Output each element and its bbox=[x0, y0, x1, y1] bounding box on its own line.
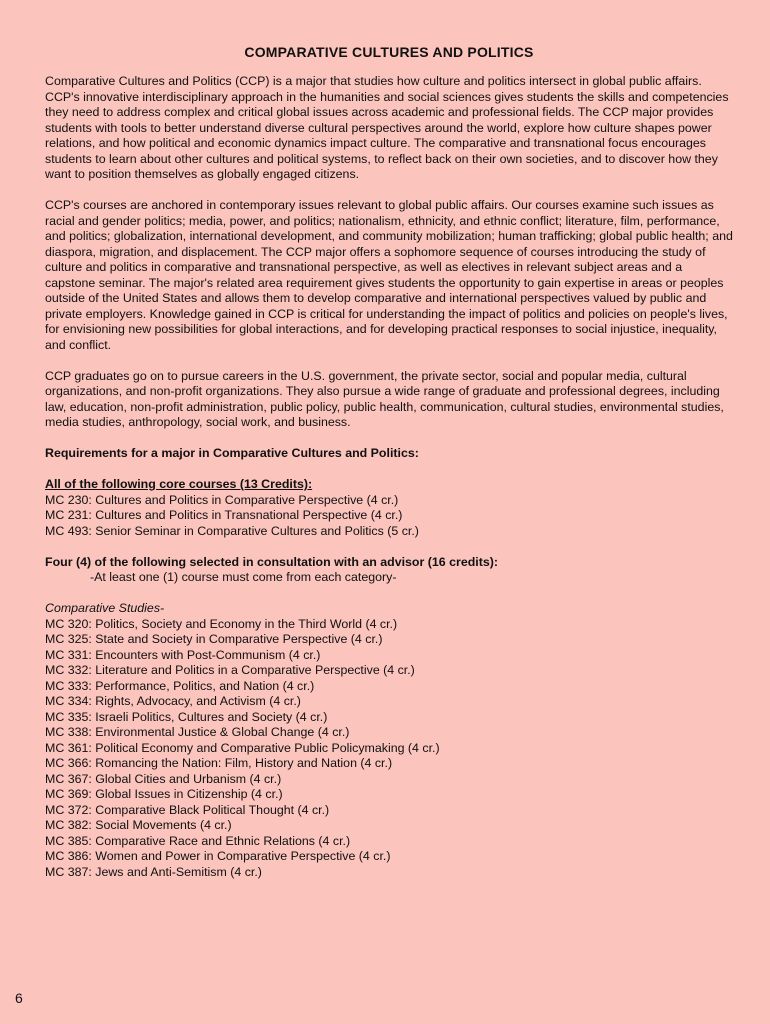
course-item: MC 338: Environmental Justice & Global Change (4 cr.) bbox=[45, 725, 350, 739]
electives-note: -At least one (1) course must come from each category- bbox=[90, 570, 397, 584]
course-item: MC 382: Social Movements (4 cr.) bbox=[45, 818, 232, 832]
course-item: MC 372: Comparative Black Political Thought (4 cr.) bbox=[45, 802, 330, 817]
page-title: COMPARATIVE CULTURES AND POLITICS bbox=[244, 44, 534, 60]
course-item: MC 325: State and Society in Comparative Perspective (4 cr.) bbox=[45, 632, 383, 646]
core-course-item: MC 230: Cultures and Politics in Comparative Perspective (4 cr.) bbox=[45, 492, 399, 507]
course-item: MC 386: Women and Power in Comparative Perspective (4 cr.) bbox=[45, 849, 391, 863]
core-courses-heading: All of the following core courses (13 Credits): bbox=[45, 477, 313, 491]
course-item: MC 369: Global Issues in Citizenship (4 cr.) bbox=[45, 787, 283, 801]
course-item: MC 320: Politics, Society and Economy in the Third World (4 cr.) bbox=[45, 616, 398, 631]
intro-paragraph: Comparative Cultures and Politics (CCP) is a major that studies how culture and politics intersect in global public affairs. CCP's innovative interdisciplinary approach in the humanities and social sciences gives students the skills and competencies they need to address complex and critical global issues across academic and professional fields. The CCP major provides students with tools to better understand diverse cultural perspectives around the world, explore how culture shapes power relations, and how political and economic dynamics impact culture. The comparative and transnational focus encourages students to learn about other cultures and political systems, to reflect back on their own societies, and to discover how they want to position themselves as globally engaged citizens. bbox=[45, 74, 729, 181]
course-item: MC 366: Romancing the Nation: Film, History and Nation (4 cr.) bbox=[45, 756, 393, 770]
course-item: MC 387: Jews and Anti-Semitism (4 cr.) bbox=[45, 864, 262, 879]
core-course-item: MC 493: Senior Seminar in Comparative Cultures and Politics (5 cr.) bbox=[45, 523, 419, 538]
electives-heading: Four (4) of the following selected in consultation with an advisor (16 credits): bbox=[45, 554, 498, 569]
core-course-item: MC 231: Cultures and Politics in Transnational Perspective (4 cr.) bbox=[45, 508, 403, 522]
course-item: MC 385: Comparative Race and Ethnic Relations (4 cr.) bbox=[45, 833, 351, 848]
course-item: MC 331: Encounters with Post-Communism (4 cr.) bbox=[45, 647, 321, 662]
comparative-studies-heading: Comparative Studies- bbox=[45, 601, 165, 615]
course-item: MC 335: Israeli Politics, Cultures and Society (4 cr.) bbox=[45, 709, 328, 724]
requirements-heading: Requirements for a major in Comparative Cultures and Politics: bbox=[45, 446, 419, 460]
comparative-course-list bbox=[45, 617, 733, 881]
course-item: MC 332: Literature and Politics in a Comparative Perspective (4 cr.) bbox=[45, 663, 415, 677]
course-item: MC 334: Rights, Advocacy, and Activism (4 cr.) bbox=[45, 694, 301, 708]
courses-paragraph: CCP's courses are anchored in contemporary issues relevant to global public affairs. Our courses examine such issues as racial and gender politics; media, power, and politics; nationalism, ethnicity, and ethnic conflict; literature, film, performance, and politics; globalization, international development, and community mobilization; human trafficking; global public health; and diaspora, migration, and displacement. The CCP major offers a sophomore sequence of courses introducing the study of culture and politics in comparative and transnational perspective, as well as electives in relevant subject areas and a capstone seminar. The major's related area requirement gives students the opportunity to gain expertise in areas or peoples outside of the United States and allows them to develop comparative and international perspectives valued by public and private employers. Knowledge gained in CCP is critical for understanding the impact of politics and policies on people's lives, for envisioning new possibilities for global interactions, and for developing practical responses to social injustice, inequality, and conflict. bbox=[45, 198, 733, 352]
course-item: MC 361: Political Economy and Comparative Public Policymaking (4 cr.) bbox=[45, 740, 440, 755]
page-number: 6 bbox=[15, 990, 23, 1006]
course-item: MC 333: Performance, Politics, and Nation (4 cr.) bbox=[45, 678, 315, 693]
document-page bbox=[45, 44, 733, 880]
course-item: MC 367: Global Cities and Urbanism (4 cr.) bbox=[45, 771, 282, 786]
careers-paragraph: CCP graduates go on to pursue careers in the U.S. government, the private sector, social and popular media, cultural organizations, and non-profit organizations. They also pursue a wide range of graduate and professional degrees, including law, education, non-profit administration, public policy, public health, communication, cultural studies, environmental studies, media studies, anthropology, social work, and business. bbox=[45, 368, 724, 429]
